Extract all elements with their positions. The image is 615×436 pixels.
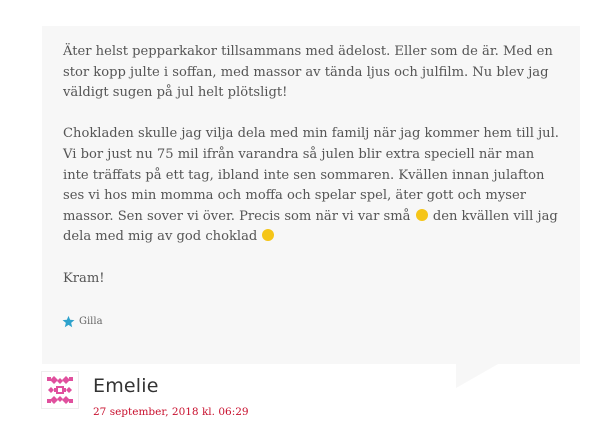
- comment-bubble-tail: [456, 364, 498, 388]
- comment-body: [63, 42, 563, 310]
- like-button[interactable]: [62, 313, 103, 329]
- comment-paragraph-1: Äter helst pepparkakor tillsammans med ädelost. Eller som de är. Med en stor kopp julte i soffan, med massor av tända ljus och julfilm. Nu blev jag väldigt sugen på jul helt plötsligt!: [63, 44, 553, 101]
- avatar: [42, 372, 78, 408]
- star-icon: [62, 315, 75, 328]
- smiley-emoji-icon: [416, 209, 428, 221]
- comment-paragraph-2-part-2: den kvällen vill jag dela med mig av god choklad: [63, 208, 558, 245]
- like-label: Gilla: [79, 315, 103, 327]
- comment-paragraph-3: Kram!: [63, 270, 105, 286]
- comment-paragraph-2: [63, 124, 563, 248]
- identicon-avatar-icon: [42, 372, 78, 408]
- comment-date-link[interactable]: 27 september, 2018 kl. 06:29: [93, 406, 249, 418]
- comment-paragraph-2-part-1: Chokladen skulle jag vilja dela med min familj när jag kommer hem till jul. Vi bor just nu 75 mil ifrån varandra så julen blir extra speciell när man inte träffats på ett tag, ibland inte sen sommaren. Kvällen innan julafton ses vi hos min momma och moffa och spelar spel, äter gott och myser massor. Sen sover vi över. Precis som när vi var små: [63, 126, 559, 224]
- smiley-emoji-icon: [262, 229, 274, 241]
- comment-author-name[interactable]: Emelie: [93, 375, 159, 397]
